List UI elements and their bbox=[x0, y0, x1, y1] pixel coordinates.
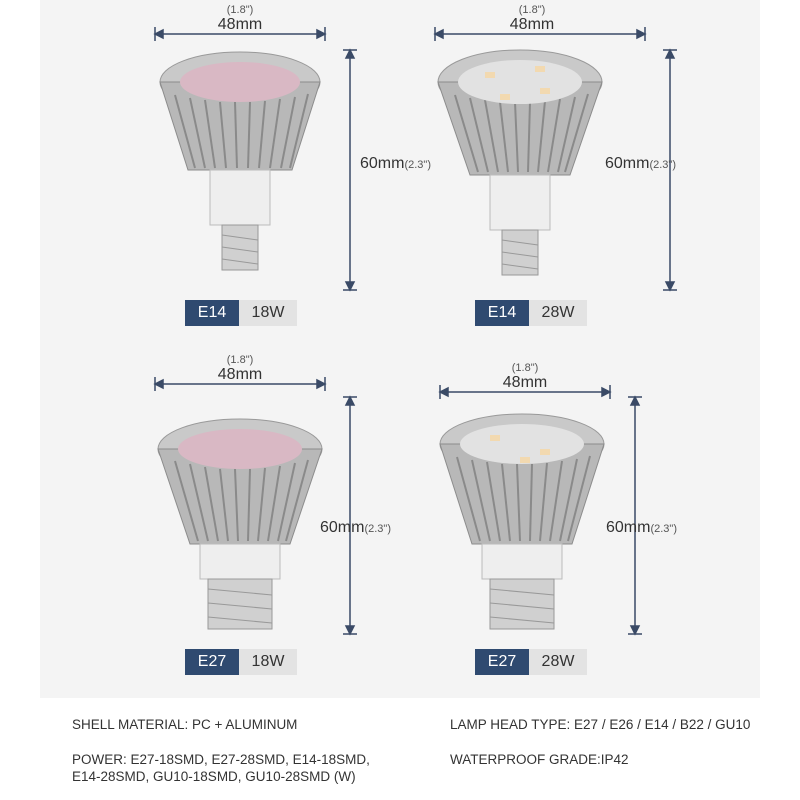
base-type: E14 bbox=[475, 300, 529, 326]
bulb-e14-18w-drawing bbox=[40, 0, 440, 349]
spec-badge bbox=[185, 300, 297, 326]
height-label: 60mm(2.3") bbox=[605, 155, 676, 172]
lamp-e27-shape bbox=[158, 419, 322, 629]
width-mm: 48mm bbox=[217, 366, 263, 383]
base-type: E27 bbox=[185, 649, 239, 675]
spec-power-line2: E14-28SMD, GU10-18SMD, GU10-28SMD (W) bbox=[72, 769, 356, 784]
height-label: 60mm(2.3") bbox=[320, 519, 391, 536]
width-mm: 48mm bbox=[217, 16, 263, 33]
width-mm: 48mm bbox=[502, 374, 548, 391]
bulb-e27-28w-drawing bbox=[400, 349, 800, 698]
base-type: E27 bbox=[475, 649, 529, 675]
spec-lamp-head-type: LAMP HEAD TYPE: E27 / E26 / E14 / B22 / GU10 bbox=[450, 717, 751, 732]
spec-badge bbox=[475, 649, 587, 675]
wattage: 28W bbox=[529, 300, 587, 326]
spec-power-line1: POWER: E27-18SMD, E27-28SMD, E14-18SMD, bbox=[72, 752, 370, 767]
height-label: 60mm(2.3") bbox=[606, 519, 677, 536]
spec-shell-material: SHELL MATERIAL: PC + ALUMINUM bbox=[72, 717, 298, 732]
bulb-e14-18w bbox=[40, 0, 440, 349]
height-label: 60mm(2.3") bbox=[360, 155, 431, 172]
bulb-e27-18w bbox=[40, 349, 440, 698]
lamp-e14-shape bbox=[438, 50, 602, 275]
width-inches: (1.8") bbox=[511, 362, 539, 374]
bulb-e14-28w-drawing bbox=[400, 0, 800, 349]
wattage: 18W bbox=[239, 300, 297, 326]
width-inches: (1.8") bbox=[226, 4, 254, 16]
wattage: 18W bbox=[239, 649, 297, 675]
bulb-e27-28w bbox=[400, 349, 800, 698]
width-inches: (1.8") bbox=[518, 4, 546, 16]
width-inches: (1.8") bbox=[226, 354, 254, 366]
lamp-e14-shape bbox=[160, 52, 320, 270]
spec-waterproof-grade: WATERPROOF GRADE:IP42 bbox=[450, 752, 629, 767]
width-mm: 48mm bbox=[509, 16, 555, 33]
wattage: 28W bbox=[529, 649, 587, 675]
spec-badge bbox=[185, 649, 297, 675]
spec-badge bbox=[475, 300, 587, 326]
base-type: E14 bbox=[185, 300, 239, 326]
bulb-e14-28w bbox=[400, 0, 800, 349]
lamp-e27-shape bbox=[440, 414, 604, 629]
